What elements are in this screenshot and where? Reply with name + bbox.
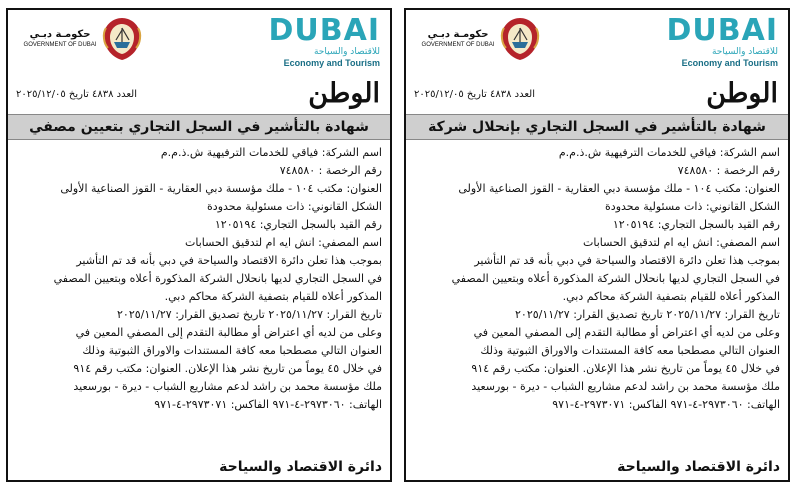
notice-line: الشكل القانوني: ذات مسئولية محدودة [605,200,780,213]
notice-header [406,10,788,114]
notice-line: في السجل التجاري لديها بانحلال الشركة المذكورة أعلاه وبتعيين المصفي [451,272,780,285]
notice-line: العنوان: مكتب ١٠٤ - ملك مؤسسة دبي العقارية - القوز الصناعية الأولى [458,182,780,195]
notice-title: شهادة بالتأشير في السجل التجاري بإنحلال شركة [406,114,788,140]
government-of-dubai-label [414,28,502,50]
notice-line: في خلال ٤٥ يوماً من تاريخ نشر هذا الإعلان. العنوان: مكتب رقم ٩١٤ [471,362,780,375]
notice-line: تاريخ القرار: ٢٠٢٥/١١/٢٧ تاريخ تصديق القرار: ٢٠٢٥/١١/٢٧ [515,308,780,321]
notice-line: العنوان: مكتب ١٠٤ - ملك مؤسسة دبي العقارية - القوز الصناعية الأولى [60,182,382,195]
notice-line: الهاتف: ٢٩٧٣٠٦٠-٤-٩٧١ الفاكس: ٢٩٧٣٠٧١-٤-٩٧١ [552,398,780,411]
notice-footer: دائرة الاقتصاد والسياحة [617,459,780,475]
notice-liquidator-appointment [6,8,392,482]
notice-line: تاريخ القرار: ٢٠٢٥/١١/٢٧ تاريخ تصديق القرار: ٢٠٢٥/١١/٢٧ [117,308,382,321]
government-english: GOVERNMENT OF DUBAI [421,42,495,48]
notice-line: ملك مؤسسة محمد بن راشد لدعم مشاريع الشباب - ديرة - بورسعيد [471,380,780,393]
newspaper-name: الوطن [706,78,778,109]
government-arabic: حكومـة دبـي [427,29,489,40]
notice-line: اسم الشركة: فياقي للخدمات الترفيهية ش.ذ.م.م [558,146,780,159]
notice-title: شهادة بالتأشير في السجل التجاري بتعيين مصفي [8,114,390,140]
notice-company-dissolution [404,8,790,482]
government-of-dubai-label [16,28,104,50]
notice-line: رقم الرخصة : ٧٤٨٥٨٠ [677,164,780,177]
newspaper-name: الوطن [308,78,380,109]
notice-footer: دائرة الاقتصاد والسياحة [219,459,382,475]
notice-line: وعلى من لديه أي اعتراض أو مطالبة التقدم إلى المصفي المعين في [75,326,382,339]
issue-line: العدد ٤٨٣٨ تاريخ ٢٠٢٥/١٢/٠٥ [414,89,535,100]
notice-line: الهاتف: ٢٩٧٣٠٦٠-٤-٩٧١ الفاكس: ٢٩٧٣٠٧١-٤-٩٧١ [154,398,382,411]
notice-body [412,144,780,414]
dubai-logo-english: Economy and Tourism [283,58,380,68]
dubai-logo-english: Economy and Tourism [681,58,778,68]
notice-line: ملك مؤسسة محمد بن راشد لدعم مشاريع الشباب - ديرة - بورسعيد [73,380,382,393]
notice-line: المذكور أعلاه للقيام بتصفية الشركة محاكم دبي. [562,290,780,303]
notice-line: رقم الرخصة : ٧٤٨٥٨٠ [279,164,382,177]
notice-line: بموجب هذا تعلن دائرة الاقتصاد والسياحة في دبي بأنه قد تم التأشير [76,254,382,267]
notice-line: في خلال ٤٥ يوماً من تاريخ نشر هذا الإعلان. العنوان: مكتب رقم ٩١٤ [73,362,382,375]
notice-line: اسم الشركة: فياقي للخدمات الترفيهية ش.ذ.م.م [160,146,382,159]
dubai-logo-arabic: للاقتصاد والسياحة [313,47,380,57]
notice-line: المذكور أعلاه للقيام بتصفية الشركة محاكم دبي. [164,290,382,303]
dubai-logo-word: DUBAI [666,13,778,48]
notice-header [8,10,390,114]
government-arabic: حكومـة دبـي [29,29,91,40]
notice-line: اسم المصفي: انش ايه ام لتدقيق الحسابات [583,236,780,249]
notice-line: وعلى من لديه أي اعتراض أو مطالبة التقدم إلى المصفي المعين في [473,326,780,339]
government-emblem-icon [100,14,144,62]
notice-line: العنوان التالي مصطحبا معه كافة المستندات والاوراق الثبوتية وذلك [480,344,780,357]
issue-line: العدد ٤٨٣٨ تاريخ ٢٠٢٥/١٢/٠٥ [16,89,137,100]
notice-body [14,144,382,414]
government-emblem-icon [498,14,542,62]
notice-line: اسم المصفي: انش ايه ام لتدقيق الحسابات [185,236,382,249]
notice-line: رقم القيد بالسجل التجاري: ١٢٠٥١٩٤ [214,218,382,231]
notice-line: الشكل القانوني: ذات مسئولية محدودة [207,200,382,213]
dubai-economy-tourism-logo [658,13,778,69]
notice-line: في السجل التجاري لديها بانحلال الشركة المذكورة أعلاه وبتعيين المصفي [53,272,382,285]
dubai-economy-tourism-logo [260,13,380,69]
dubai-logo-arabic: للاقتصاد والسياحة [711,47,778,57]
notice-line: بموجب هذا تعلن دائرة الاقتصاد والسياحة في دبي بأنه قد تم التأشير [474,254,780,267]
dubai-logo-word: DUBAI [268,13,380,48]
notice-line: العنوان التالي مصطحبا معه كافة المستندات والاوراق الثبوتية وذلك [82,344,382,357]
government-english: GOVERNMENT OF DUBAI [23,42,97,48]
notice-line: رقم القيد بالسجل التجاري: ١٢٠٥١٩٤ [612,218,780,231]
